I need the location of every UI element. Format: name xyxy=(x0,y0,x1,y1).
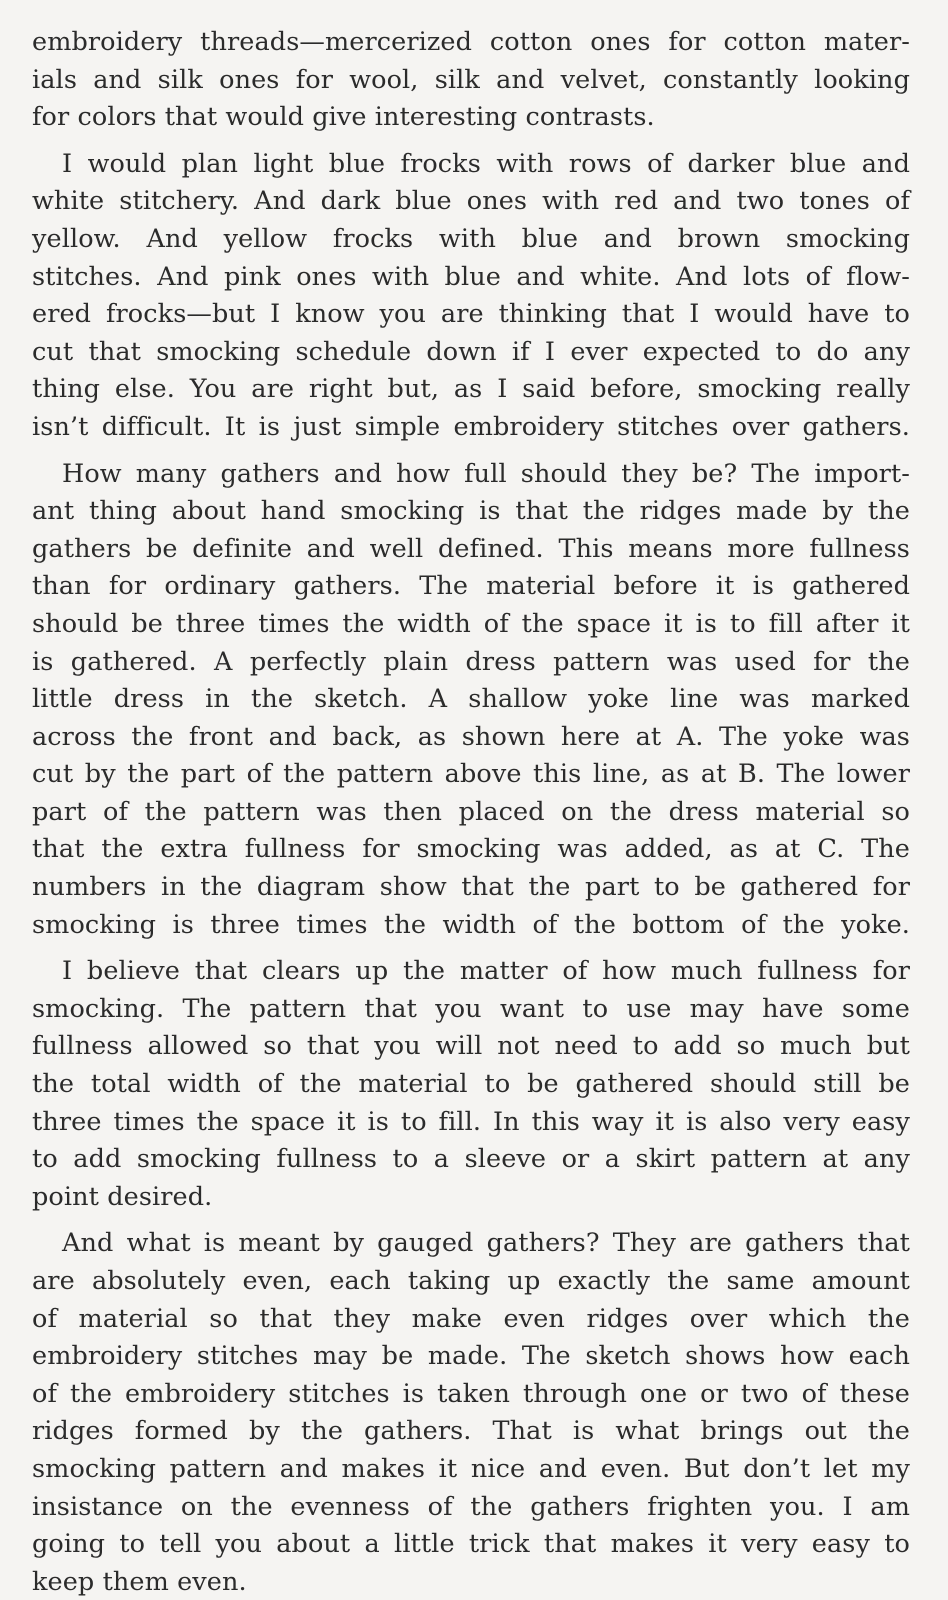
text-line: stitches. And pink ones with blue and white. And lots of flow- xyxy=(32,261,910,292)
text-line: insistance on the evenness of the gathers frighten you. I am xyxy=(32,1491,910,1522)
text-line: gathers be definite and well defined. This means more fullness xyxy=(32,533,910,564)
text-line: ant thing about hand smocking is that the ridges made by the xyxy=(32,496,910,527)
text-line: of the embroidery stitches is taken through one or two of these xyxy=(32,1378,910,1409)
text-line: of material so that they make even ridges over which the xyxy=(32,1303,910,1334)
text-line: to add smocking fullness to a sleeve or a skirt pattern at any xyxy=(32,1144,910,1175)
text-column xyxy=(32,24,910,1600)
paragraph-2 xyxy=(32,146,910,447)
text-line: going to tell you about a little trick that makes it very easy to xyxy=(32,1529,910,1560)
text-line: point desired. xyxy=(32,1181,213,1212)
text-line: And what is meant by gauged gathers? They are gathers that xyxy=(62,1228,910,1259)
text-line: thing else. You are right but, as I said before, smocking really xyxy=(32,374,910,405)
text-line: across the front and back, as shown here at A. The yoke was xyxy=(32,721,910,752)
paragraph-4 xyxy=(32,953,910,1216)
text-line: ered frocks—but I know you are thinking that I would have to xyxy=(32,299,910,330)
text-line: smocking is three times the width of the bottom of the yoke. xyxy=(32,909,910,940)
text-line: white stitchery. And dark blue ones with red and two tones of xyxy=(32,186,910,217)
text-line: keep them even. xyxy=(32,1566,247,1597)
text-line: for colors that would give interesting contrasts. xyxy=(32,102,655,133)
text-line: embroidery stitches may be made. The sketch shows how each xyxy=(32,1341,910,1372)
text-line: yellow. And yellow frocks with blue and brown smocking xyxy=(32,223,910,254)
text-line: three times the space it is to fill. In this way it is also very easy xyxy=(32,1106,910,1137)
paragraph-5 xyxy=(32,1225,910,1600)
text-line: isn’t difficult. It is just simple embroidery stitches over gathers. xyxy=(32,411,910,442)
text-line: numbers in the diagram show that the part to be gathered for xyxy=(32,872,910,903)
text-line: smocking. The pattern that you want to use may have some xyxy=(32,993,910,1024)
text-line: little dress in the sketch. A shallow yoke line was marked xyxy=(32,684,910,715)
text-line: ials and silk ones for wool, silk and velvet, constantly looking xyxy=(32,64,910,95)
text-line: How many gathers and how full should they be? The import- xyxy=(62,458,910,489)
text-line: cut that smocking schedule down if I ever expected to do any xyxy=(32,336,910,367)
text-line: the total width of the material to be gathered should still be xyxy=(32,1069,910,1100)
paragraph-3 xyxy=(32,456,910,945)
text-line: I believe that clears up the matter of how much fullness for xyxy=(62,956,910,987)
paragraph-1 xyxy=(32,24,910,137)
text-line: embroidery threads—mercerized cotton ones for cotton mater- xyxy=(32,27,910,57)
text-line: cut by the part of the pattern above this line, as at B. The lower xyxy=(32,759,910,790)
text-line: that the extra fullness for smocking was added, as at C. The xyxy=(32,834,910,865)
text-line: should be three times the width of the space it is to fill after it xyxy=(32,608,910,639)
text-line: fullness allowed so that you will not need to add so much but xyxy=(32,1031,910,1062)
text-line: part of the pattern was then placed on the dress material so xyxy=(32,796,910,827)
text-line: smocking pattern and makes it nice and even. But don’t let my xyxy=(32,1453,910,1484)
text-line: are absolutely even, each taking up exactly the same amount xyxy=(32,1266,910,1296)
text-line: ridges formed by the gathers. That is what brings out the xyxy=(32,1416,910,1447)
text-line: I would plan light blue frocks with rows of darker blue and xyxy=(62,148,910,179)
text-line: than for ordinary gathers. The material before it is gathered xyxy=(32,571,910,602)
text-line: is gathered. A perfectly plain dress pattern was used for the xyxy=(32,646,910,677)
